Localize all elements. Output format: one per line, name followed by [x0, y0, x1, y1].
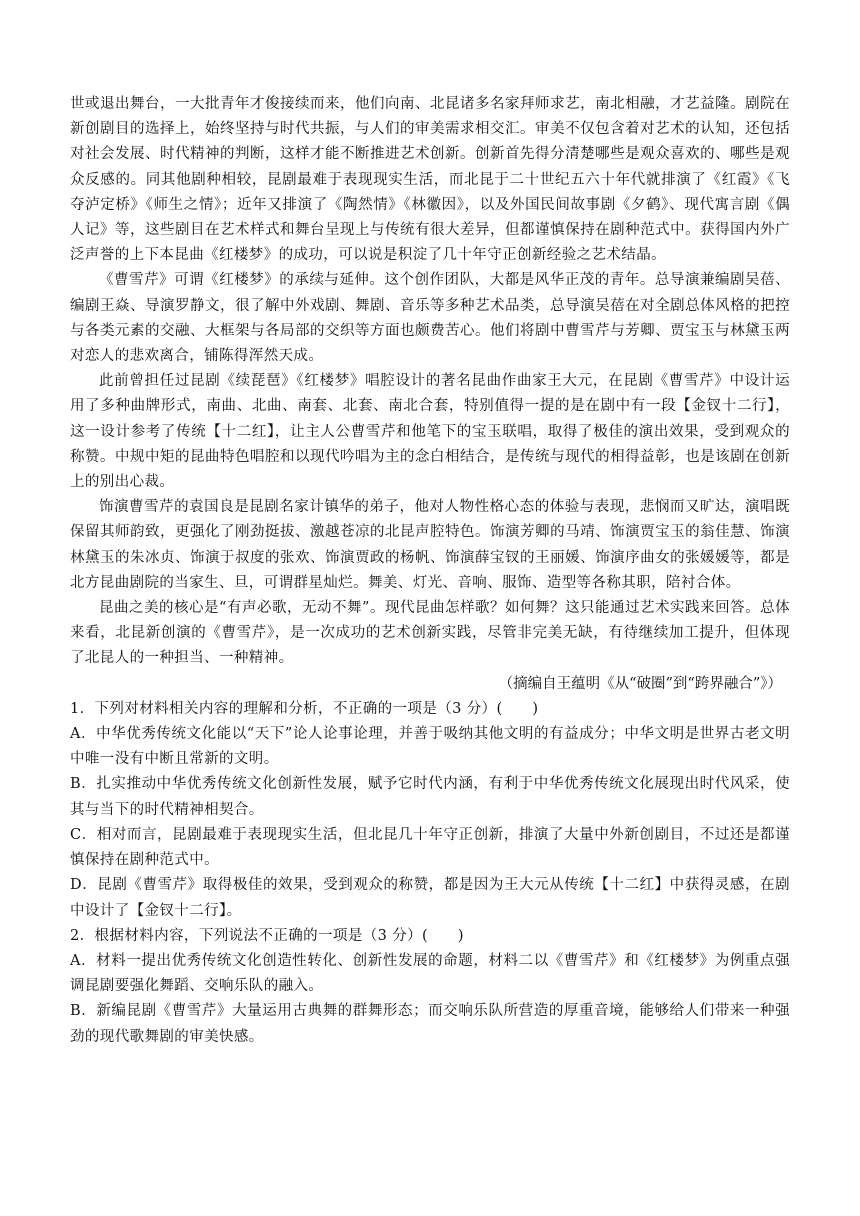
article-paragraph-4: 饰演曹雪芹的袁国良是昆剧名家计镇华的弟子，他对人物性格心态的体验与表现，悲悯而又旷达，演唱既保留其师韵致，更强化了刚劲挺拔、激越苍凉的北昆声腔特色。饰演芳卿的马靖、饰演贾宝玉的翁佳慧、饰演林黛玉的朱冰贞、饰演于叔度的张欢、饰演贾政的杨帆、饰演薛宝钗的王丽媛、饰演序曲女的张媛媛等，都是北方昆曲剧院的当家生、旦，可谓群星灿烂。舞美、灯光、音响、服饰、造型等各称其职，陪衬合体。 — [70, 499, 790, 591]
question-1-stem: 1．下列对材料相关内容的理解和分析，不正确的一项是（3 分）( ) — [70, 700, 539, 717]
article-paragraph-3: 此前曾担任过昆剧《续琵琶》《红楼梦》唱腔设计的著名昆曲作曲家王大元，在昆剧《曹雪芹》中设计运用了多种曲牌形式，南曲、北曲、南套、北套、南北合套，特别值得一提的是在剧中有一段【金钗十二行】，这一设计参考了传统【十二红】，让主人公曹雪芹和他笔下的宝玉联唱，取得了极佳的演出效果，受到观众的称赞。中规中矩的昆曲特色唱腔和以现代吟唱为主的念白相结合，是传统与现代的相得益彰，也是该剧在创新上的别出心裁。 — [70, 373, 790, 491]
question-1-option-b: B．扎实推动中华优秀传统文化创新性发展，赋予它时代内涵，有利于中华优秀传统文化展现出时代风采，使其与当下的时代精神相契合。 — [70, 776, 790, 818]
question-1-option-a: A．中华优秀传统文化能以“天下”论人论事论理，并善于吸纳其他文明的有益成分；中华文明是世界古老文明中唯一没有中断且常新的文明。 — [70, 726, 790, 768]
question-1-option-c: C．相对而言，昆剧最难于表现现实生活，但北昆几十年守正创新，排演了大量中外新创剧目，不过还是都谨慎保持在剧种范式中。 — [70, 826, 790, 869]
article-paragraph-5: 昆曲之美的核心是“有声必歌，无动不舞”。现代昆曲怎样歌？如何舞？这只能通过艺术实践来回答。总体来看，北昆新创演的《曹雪芹》，是一次成功的艺术创新实践，尽管非完美无缺，有待继续加工提升，但体现了北昆人的一种担当、一种精神。 — [70, 600, 790, 667]
article — [70, 92, 790, 697]
question-2-stem: 2．根据材料内容，下列说法不正确的一项是（3 分）( ) — [70, 927, 464, 944]
question-2-option-a: A．材料一提出优秀传统文化创造性转化、创新性发展的命题，材料二以《曹雪芹》和《红楼梦》为例重点强调昆剧要强化舞蹈、交响乐队的融入。 — [70, 952, 790, 995]
question-2-option-b: B．新编昆剧《曹雪芹》大量运用古典舞的群舞形态；而交响乐队所营造的厚重音境，能够给人们带来一种强劲的现代歌舞剧的审美快感。 — [70, 1003, 790, 1045]
question-2 — [70, 924, 790, 1050]
question-1-option-d: D．昆剧《曹雪芹》取得极佳的效果，受到观众的称赞，都是因为王大元从传统【十二红】中获得灵感，在剧中设计了【金钗十二行】。 — [70, 877, 790, 919]
article-source-citation: （摘编自王蕴明《从“破圈”到“跨界融合”》） — [498, 675, 782, 692]
question-1 — [70, 697, 790, 924]
document-page — [70, 92, 790, 1050]
article-paragraph-1: 世或退出舞台，一大批青年才俊接续而来，他们向南、北昆诸多名家拜师求艺，南北相融，才艺益隆。剧院在新创剧目的选择上，始终坚持与时代共振，与人们的审美需求相交汇。审美不仅包含着对艺术的认知，还包括对社会发展、时代精神的判断，这样才能不断推进艺术创新。创新首先得分清楚哪些是观众喜欢的、哪些是观众反感的。同其他剧种相较，昆剧最难于表现现实生活，而北昆于二十世纪五六十年代就排演了《红霞》《飞夺泸定桥》《师生之情》；近年又排演了《陶然情》《林徽因》，以及外国民间故事剧《夕鹤》、现代寓言剧《偶人记》等，这些剧目在艺术样式和舞台呈现上与传统有很大差异，但都谨慎保持在剧种范式中。获得国内外广泛声誉的上下本昆曲《红楼梦》的成功，可以说是积淀了几十年守正创新经验之艺术结晶。 — [70, 96, 790, 264]
article-paragraph-2: 《曹雪芹》可谓《红楼梦》的承续与延伸。这个创作团队，大都是风华正茂的青年。总导演兼编剧吴蓓、编剧王焱、导演罗静文，很了解中外戏剧、舞剧、音乐等多种艺术品类，总导演吴蓓在对全剧总体风格的把控与各类元素的交融、大框架与各局部的交织等方面也颇费苦心。他们将剧中曹雪芹与芳卿、贾宝玉与林黛玉两对恋人的悲欢离合，铺陈得浑然天成。 — [70, 272, 790, 365]
